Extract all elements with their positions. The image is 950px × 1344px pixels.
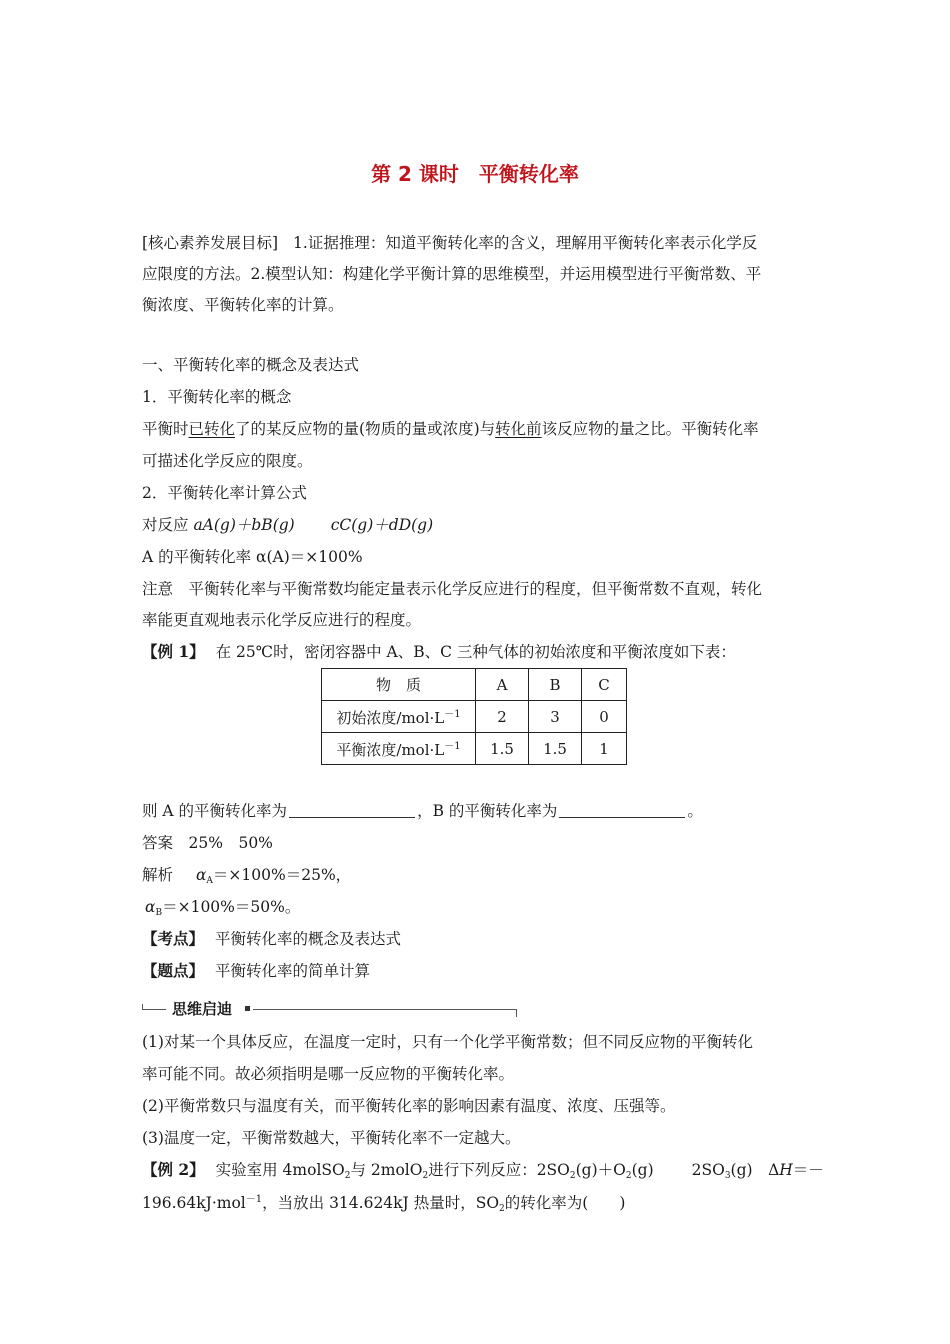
table-cell: 1.5 [476, 733, 529, 765]
tidian-text: 平衡转化率的简单计算 [214, 962, 370, 980]
definition-underline-1: 已转化 [188, 420, 236, 438]
superscript: －1 [245, 1194, 263, 1205]
reaction-reactants: aA(g)＋bB(g) [193, 516, 295, 534]
example-2-text-c: 进行下列反应：2SO [428, 1161, 570, 1179]
alpha-subscript: B [155, 908, 163, 918]
alpha-symbol: α [195, 866, 207, 884]
example-1-text: 在 25℃时，密闭容器中 A、B、C 三种气体的初始浓度和平衡浓度如下表： [215, 643, 736, 661]
table-header-cell: A [476, 669, 529, 701]
tidian-line [142, 959, 370, 981]
thinking-p3: (3)温度一定，平衡常数越大，平衡转化率不一定越大。 [142, 1129, 521, 1147]
table-header-cell: C [582, 669, 627, 701]
example-2-text-l: 的转化率为( ) [504, 1194, 626, 1212]
table-cell: 0 [582, 701, 627, 733]
answer-blank-a[interactable] [289, 802, 415, 818]
example-2-text-k: ，当放出 314.624kJ 热量时，SO [262, 1194, 500, 1212]
page-title: 第 2 课时 平衡转化率 [371, 162, 579, 186]
subscript: 3 [724, 1171, 731, 1181]
table-header-cell: B [529, 669, 582, 701]
table-cell: 2 [476, 701, 529, 733]
thinking-rule-start [142, 1004, 143, 1009]
table-row-label-sup: －1 [444, 709, 461, 720]
alpha-symbol: α [145, 898, 156, 916]
subheading-formula: 2．平衡转化率计算公式 [142, 484, 307, 502]
goals-text-1: 1.证据推理：知道平衡转化率的含义，理解用平衡转化率表示化学反 [293, 234, 758, 252]
example-2-text-b: 与 2molO [350, 1161, 423, 1179]
kaodian-line [142, 927, 401, 949]
note-line-1: 注意 平衡转化率与平衡常数均能定量表示化学反应进行的程度，但平衡常数不直观，转化 [142, 580, 763, 598]
example-1-question [142, 799, 703, 821]
definition-line-2: 可描述化学反应的限度。 [142, 452, 313, 470]
kaodian-tag: 【考点】 [142, 929, 205, 948]
analysis-2-text: ＝×100%＝50%。 [162, 898, 301, 916]
table-row-label [322, 701, 476, 733]
example-2-text-e: (g) [631, 1161, 654, 1179]
definition-text-c: 该反应物的量之比。平衡转化率 [541, 420, 759, 438]
enthalpy-symbol: H [779, 1161, 793, 1179]
question-part-c: 。 [687, 802, 703, 820]
example-2-text-f: 2SO [691, 1161, 725, 1179]
table-row [322, 733, 627, 765]
table-row-label [322, 733, 476, 765]
subheading-concept: 1．平衡转化率的概念 [142, 388, 292, 406]
table-cell: 1.5 [529, 733, 582, 765]
example-2-text-a: 实验室用 4molSO [215, 1161, 345, 1179]
table-cell: 3 [529, 701, 582, 733]
concentration-table [321, 668, 627, 765]
reaction-prefix: 对反应 [142, 516, 194, 534]
table-row-label-text: 初始浓度/mol·L [336, 709, 445, 727]
example-1-analysis-1 [142, 863, 351, 886]
thinking-rule-left [142, 1009, 166, 1010]
thinking-rule-right [253, 1009, 516, 1010]
subscript: 2 [625, 1171, 632, 1181]
goals-line-2: 应限度的方法。2.模型认知：构建化学平衡计算的思维模型，并运用模型进行平衡常数、平 [142, 265, 762, 283]
example-2-text-d: (g)＋O [575, 1161, 626, 1179]
thinking-rule-end [516, 1009, 517, 1017]
table-row [322, 701, 627, 733]
example-1-prompt [142, 640, 736, 662]
example-1-analysis-2 [145, 895, 300, 918]
example-1-answer: 答案 25% 50% [142, 834, 273, 852]
subscript: 2 [499, 1204, 505, 1214]
analysis-label: 解析 [142, 866, 174, 884]
goals-label: [核心素养发展目标] [142, 234, 279, 252]
definition-underline-2: 转化前 [495, 420, 542, 438]
example-2-text-j: 196.64kJ·mol [142, 1194, 246, 1212]
question-part-b: ，B 的平衡转化率为 [417, 802, 558, 820]
reaction-equation [142, 513, 433, 535]
table-row-label-text: 平衡浓度/mol·L [336, 741, 445, 759]
table-header-row [322, 669, 627, 701]
goals-line-1 [142, 231, 757, 253]
table-cell: 1 [582, 733, 627, 765]
example-1-tag: 【例 1】 [142, 642, 205, 661]
kaodian-text: 平衡转化率的概念及表达式 [214, 930, 401, 948]
analysis-1-text: ＝×100%＝25%， [212, 866, 352, 884]
subscript: 2 [569, 1171, 576, 1181]
section-heading: 一、平衡转化率的概念及表达式 [142, 356, 360, 374]
reaction-products: cC(g)＋dD(g) [330, 516, 434, 534]
example-2-text-i: ＝－ [792, 1161, 824, 1179]
conversion-formula: A 的平衡转化率 α(A)＝×100% [142, 548, 363, 566]
example-2-line-1 [142, 1158, 824, 1181]
tidian-tag: 【题点】 [142, 961, 205, 980]
table-header-cell: 物 质 [322, 669, 476, 701]
note-line-2: 率能更直观地表示化学反应进行的程度。 [142, 611, 422, 629]
thinking-p1-line-2: 率可能不同。故必须指明是哪一反应物的平衡转化率。 [142, 1065, 515, 1083]
subscript: 2 [344, 1171, 351, 1181]
example-2-line-2 [142, 1190, 625, 1214]
alpha-subscript: A [206, 876, 213, 886]
question-part-a: 则 A 的平衡转化率为 [142, 802, 288, 820]
example-2-text-g: (g) Δ [730, 1161, 780, 1179]
goals-line-3: 衡浓度、平衡转化率的计算。 [142, 296, 344, 314]
thinking-title: 思维启迪 [172, 1000, 233, 1018]
definition-text-b: 了的某反应物的量(物质的量或浓度)与 [235, 420, 496, 438]
table-row-label-sup: －1 [444, 741, 461, 752]
definition-line-1 [142, 417, 759, 439]
thinking-p2: (2)平衡常数只与温度有关，而平衡转化率的影响因素有温度、浓度、压强等。 [142, 1097, 676, 1115]
thinking-p1-line-1: (1)对某一个具体反应，在温度一定时，只有一个化学平衡常数；但不同反应物的平衡转化 [142, 1033, 753, 1051]
example-2-tag: 【例 2】 [142, 1160, 205, 1179]
definition-text-a: 平衡时 [142, 420, 189, 438]
subscript: 2 [422, 1171, 429, 1181]
thinking-dot [245, 1006, 250, 1011]
answer-blank-b[interactable] [559, 802, 685, 818]
